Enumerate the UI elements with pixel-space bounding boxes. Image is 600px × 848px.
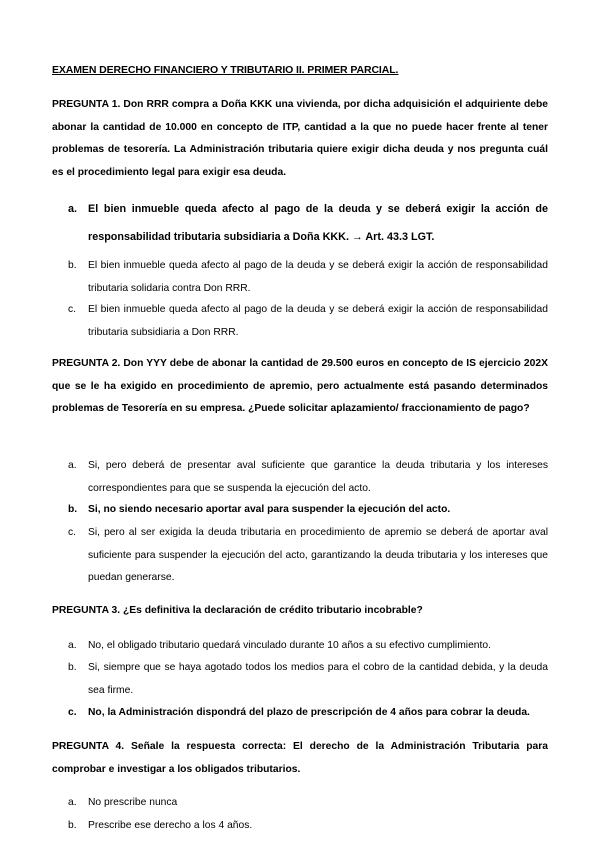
exam-title: EXAMEN DERECHO FINANCIERO Y TRIBUTARIO II. PRIMER PARCIAL. [52, 64, 399, 76]
question-2-label: PREGUNTA 2. [52, 358, 121, 369]
question-1-option-c[interactable] [68, 299, 548, 344]
option-text: El bien inmueble queda afecto al pago de la deuda y se deberá exigir la acción de responsabilidad tributaria subsidiaria a Don RRR. [88, 304, 548, 338]
question-3-option-a[interactable] [68, 635, 548, 658]
option-text: Si, pero al ser exigida la deuda tributaria en procedimiento de apremio se deberá de aportar aval suficiente para suspender la ejecución del acto, garantizando la deuda tributaria y los intereses que puedan generarse. [88, 527, 548, 583]
question-2-option-a[interactable] [68, 455, 548, 500]
option-letter: c. [68, 304, 77, 315]
option-text: No, el obligado tributario quedará vinculado durante 10 años a su efectivo cumplimiento. [88, 640, 491, 651]
option-text: El bien inmueble queda afecto al pago de la deuda y se deberá exigir la acción de responsabilidad tributaria solidaria contra Don RRR. [88, 260, 548, 294]
question-3-option-b[interactable] [68, 657, 548, 702]
option-letter: a. [68, 460, 77, 471]
option-text: Si, pero deberá de presentar aval suficiente que garantice la deuda tributaria y los intereses correspondientes para que se suspenda la ejecución del acto. [88, 460, 548, 494]
option-text: No, la Administración dispondrá del plazo de prescripción de 4 años para cobrar la deuda. [88, 707, 530, 718]
option-letter: b. [68, 820, 77, 831]
option-letter: c. [68, 527, 77, 538]
question-1-text: Don RRR compra a Doña KKK una vivienda, por dicha adquisición el adquiriente debe abonar la cantidad de 10.000 en concepto de ITP, cantidad a la que no puede hacer frente al tener problemas de tesorería. La Administración tributaria quiere exigir dicha deuda y nos pregunta cuál es el procedimiento legal para exigir esa deuda. [52, 99, 548, 178]
option-text: Prescribe ese derecho a los 4 años. [88, 820, 253, 831]
option-letter: a. [68, 640, 77, 651]
question-2-text: Don YYY debe de abonar la cantidad de 29.500 euros en concepto de IS ejercicio 202X que se le ha exigido en procedimiento de apremio, pero actualmente está pasando determinados problemas de Tesorería en su empresa. ¿Puede solicitar aplazamiento/ fraccionamiento de pago? [52, 358, 548, 414]
question-2-option-c[interactable] [68, 522, 548, 590]
question-4-option-b[interactable] [68, 815, 548, 838]
option-text: Si, no siendo necesario aportar aval para suspender la ejecución del acto. [88, 504, 451, 515]
option-text: Si, siempre que se haya agotado todos los medios para el cobro de la cantidad debida, y la deuda sea firme. [88, 662, 548, 696]
option-letter: b. [68, 662, 77, 673]
question-1-option-a[interactable] [68, 195, 548, 251]
question-2 [52, 353, 548, 421]
option-letter: c. [68, 707, 77, 718]
question-1 [52, 94, 548, 184]
question-4-text: Señale la respuesta correcta: El derecho de la Administración Tributaria para comprobar e investigar a los obligados tributarios. [52, 741, 548, 775]
question-1-label: PREGUNTA 1. [52, 99, 121, 110]
option-text: El bien inmueble queda afecto al pago de la deuda y se deberá exigir la acción de responsabilidad tributaria subsidiaria a Doña KKK. → Art. 43.3 LGT. [88, 203, 548, 243]
question-1-option-b[interactable] [68, 255, 548, 300]
question-3-option-c[interactable] [68, 702, 548, 725]
option-letter: a. [68, 203, 78, 215]
question-4-label: PREGUNTA 4. [52, 741, 125, 752]
question-4-option-a[interactable] [68, 792, 548, 815]
question-2-option-b[interactable] [68, 499, 548, 522]
option-text: No prescribe nunca [88, 797, 178, 808]
question-3 [52, 600, 548, 623]
question-3-label: PREGUNTA 3. [52, 605, 121, 616]
option-letter: b. [68, 260, 77, 271]
option-letter: a. [68, 797, 77, 808]
option-letter: b. [68, 504, 78, 515]
question-4 [52, 736, 548, 781]
question-3-text: ¿Es definitiva la declaración de crédito tributario incobrable? [122, 605, 423, 616]
